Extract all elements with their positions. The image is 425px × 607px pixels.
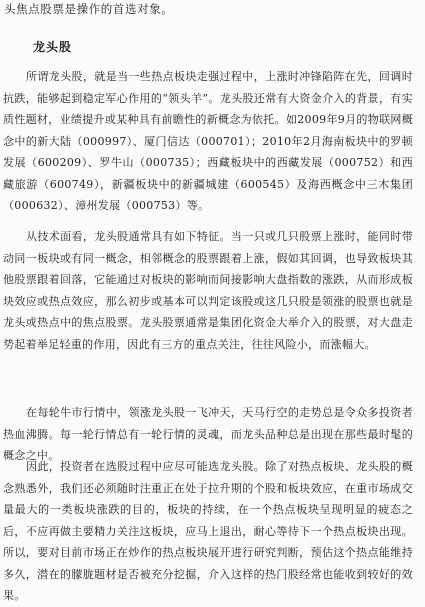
section-heading: 龙头股 <box>33 40 73 54</box>
paragraph-definition: 所谓龙头股，就是当一些热点板块走强过程中，上涨时冲锋陷阵在先，回调时抗跌，能够起到稳定军心作用的“领头羊”。龙头股还常有大资金介入的背景，有实质性题材，业绩提升或某种具有前瞻性的新概念为依托。如2009年9月的物联网概念中的新大陆（000997）、厦门信达（000701）；2010年2月海南板块中的罗顿发展（600209）、罗牛山（000735）；西藏板块中的西藏发展（000752）和西藏旅游（600749），新疆板块中的新疆城建（600545）及海西概念中三木集团（000632）、漳州发展（000753）等。 <box>3 70 413 212</box>
paragraph-technical-features: 从技术面看，龙头股通常具有如下特征。当一只或几只股票上涨时，能同时带动同一板块或有同一概念，相邻概念的股票跟着上涨，假如其回调，也导致板块其他股票跟着回落，它能通过对板块的影响而间接影响大盘指数的涨跌，从而形成板块效应或热点效应，那么初步或基本可以判定该股或这几只股是领涨的股票也就是龙头或热点中的焦点股票。龙头股票通常是集团化资金大举介入的股票，对大盘走势起着举足轻重的作用，因此有三方的重点关注，往往风险小，而涨幅大。 <box>3 230 413 351</box>
paragraph-conclusion: 因此，投资者在选股过程中应尽可能选龙头股。除了对热点板块、龙头股的概念熟悉外，我们还必须随时注重正在处于拉升期的个股和板块效应，在重市场成交量最大的一类板块涨跌的目的，板块的持续，在一个热点板块呈现明显的疲态之后，不应再做主要精力关注这板块，应马上退出，耐心等待下一个热点板块出现。所以，要对目前市场正在炒作的热点板块展开进行研究判断，预估这个热点能维持多久，潜在的朦胧题材是否被充分挖掘，介入这样的热门股经常也能收到较好的效果。 <box>3 460 413 602</box>
paragraph-bull-market: 在每轮牛市行情中，领涨龙头股一飞冲天，天马行空的走势总是令众多投资者热血沸腾。每一轮行情总有一轮行情的灵魂，而龙头品种总是出现在那些最时髦的概念之中。 <box>3 406 413 462</box>
continued-text-line: 头焦点股票是操作的首选对象。 <box>4 2 174 16</box>
